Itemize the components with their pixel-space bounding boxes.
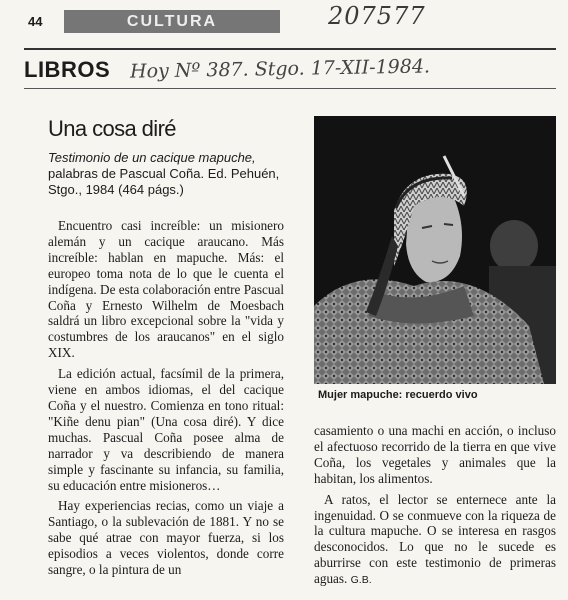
header-rule xyxy=(24,48,556,50)
section-label: LIBROS xyxy=(24,57,111,82)
page-number: 44 xyxy=(28,14,43,29)
section-band: CULTURA xyxy=(64,10,280,33)
article-paragraph: La edición actual, facsímil de la primera, viene en ambos idiomas, el del cacique Coña y el nuestro. Comienza en tono ritual: "Kiñe denu pian" (Una cosa diré). Y dice muchas. Pascual Coña posee alma de narrador y va describiendo de manera simple y fascinante su infancia, su familia, su educación entre misioneros… xyxy=(48,366,284,493)
book-details: palabras de Pascual Coña. Ed. Pehuén, Stgo., 1984 (464 págs.) xyxy=(48,166,280,197)
photo-caption: Mujer mapuche: recuerdo vivo xyxy=(318,389,478,401)
book-info xyxy=(48,150,288,198)
article-paragraph xyxy=(314,492,556,589)
paragraph-text: A ratos, el lector se enternece ante la ingenuidad. O se conmueve con la riqueza de la cultura mapuche. O se interesa en rasgos desconocidos. Lo que no le sucede es aburrirse con este testimonio de primeras aguas. xyxy=(314,491,556,587)
article-paragraph: casamiento o una machi en acción, o incluso el afectuoso recorrido de la tierra en que vive Coña, los vegetales y animales que la habitan, los alimentos. xyxy=(314,423,556,486)
article-column-right xyxy=(314,423,556,594)
book-subtitle: Testimonio de un cacique mapuche, xyxy=(48,150,256,165)
article-paragraph: Hay experiencias recias, como un viaje a Santiago, o la sublevación de 1881. Y no se sabe qué atrae con mayor fuerza, si los episodios a veces violentos, donde corre sangre, o la pintura de un xyxy=(48,498,284,578)
article-headline: Una cosa diré xyxy=(48,116,176,141)
article-column-left xyxy=(48,218,284,583)
article-paragraph: Encuentro casi increíble: un misionero alemán y un cacique araucano. Más increíble: hablan en mapuche. Más: el europeo toma nota de lo que le cuenta el indígena. De esta colaboración entre Pascual Coña y Ernesto Wilhelm de Moesbach saldrá un libro excepcional sobre la "vida y costumbres de los araucanos" en el siglo XIX. xyxy=(48,218,284,361)
author-signature: G.B. xyxy=(350,574,372,587)
article-photo xyxy=(314,116,556,384)
section-rule xyxy=(24,88,556,89)
handwritten-reference: Hoy Nº 387. Stgo. 17-XII-1984. xyxy=(129,55,431,83)
archive-code-handwritten: 207577 xyxy=(328,2,426,30)
